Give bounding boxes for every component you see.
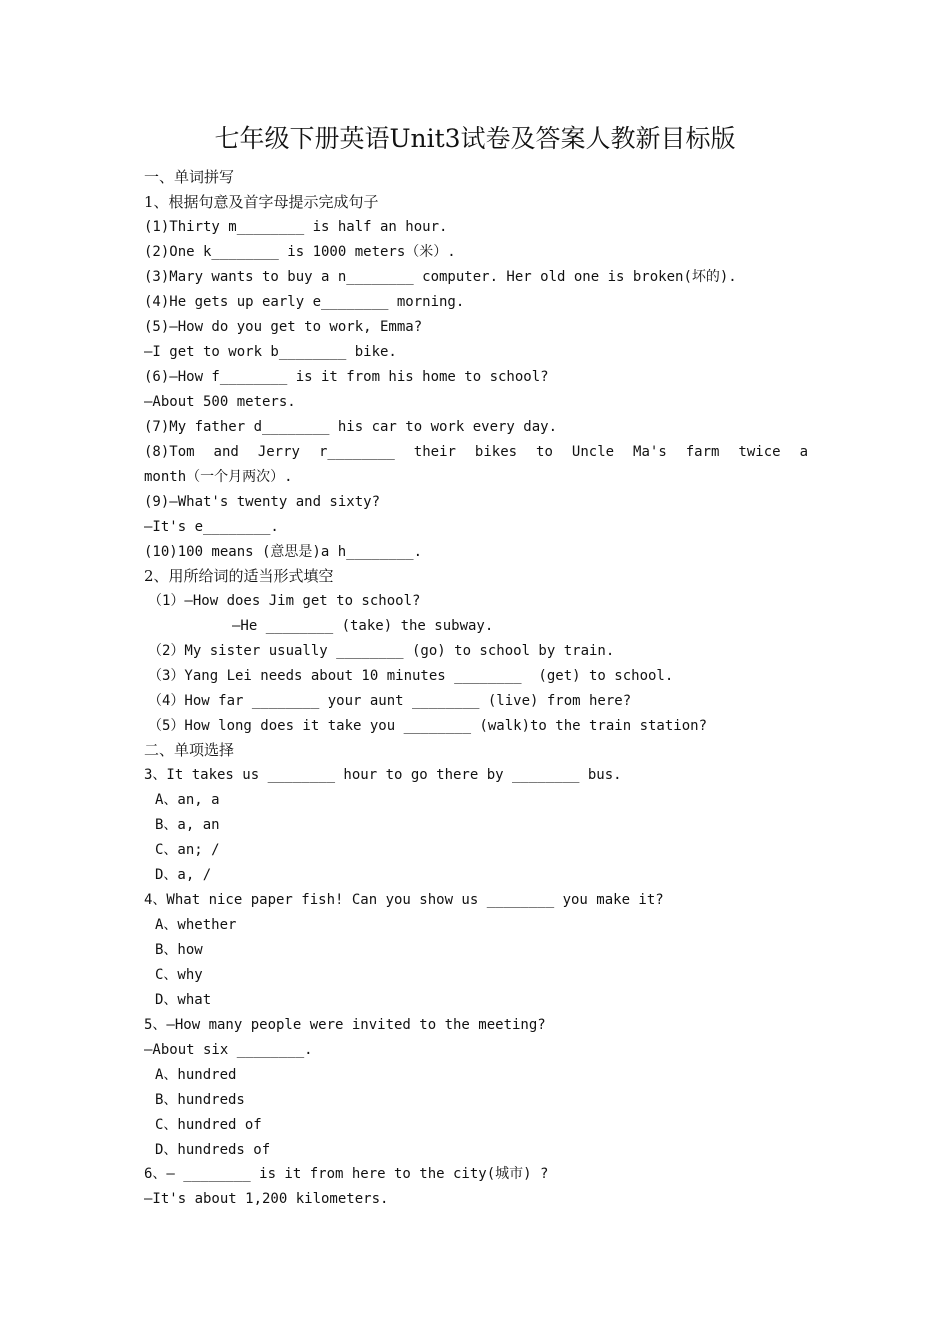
q3-option-c: C、an; / [155, 842, 220, 858]
q5-option-c: C、hundred of [155, 1117, 262, 1133]
section-heading-word-spelling: 一、单词拼写 [144, 168, 235, 186]
q4-option-c: C、why [155, 967, 203, 983]
q3-option-b: B、a, an [155, 817, 220, 833]
q2-item-3: （3）Yang Lei needs about 10 minutes ________ (get) to school. [148, 668, 674, 684]
q1-item-8-continued: month（一个月两次）. [144, 469, 293, 485]
q4-option-a: A、whether [155, 917, 237, 933]
question-6-stem: 6、— ________ is it from here to the city(城市) ? [144, 1166, 549, 1182]
q1-item-4: (4)He gets up early e________ morning. [144, 294, 465, 310]
question-5-stem: 5、—How many people were invited to the meeting? [144, 1017, 546, 1033]
question-4-stem: 4、What nice paper fish! Can you show us ________ you make it? [144, 892, 664, 908]
q5-option-d: D、hundreds of [155, 1142, 271, 1158]
q1-item-7: (7)My father d________ his car to work every day. [144, 419, 558, 435]
question-6-stem-answer: —It's about 1,200 kilometers. [144, 1191, 389, 1207]
question-3-stem: 3、It takes us ________ hour to go there by ________ bus. [144, 767, 622, 783]
q1-item-5-answer: —I get to work b________ bike. [144, 344, 397, 360]
q1-item-1: (1)Thirty m________ is half an hour. [144, 219, 448, 235]
q2-item-4: （4）How far ________ your aunt ________ (live) from here? [148, 693, 632, 709]
q3-option-a: A、an, a [155, 792, 220, 808]
q2-item-1-answer: —He ________ (take) the subway. [232, 618, 494, 634]
q1-item-9-question: (9)—What's twenty and sixty? [144, 494, 381, 510]
q5-option-a: A、hundred [155, 1067, 237, 1083]
q1-item-10: (10)100 means (意思是)a h________. [144, 544, 423, 560]
q1-item-9-answer: —It's e________. [144, 519, 279, 535]
q2-item-5: （5）How long does it take you ________ (walk)to the train station? [148, 718, 708, 734]
question-2-heading: 2、用所给词的适当形式填空 [144, 567, 334, 585]
q1-item-8: (8)Tom and Jerry r________ their bikes to Uncle Ma's farm twice a [144, 444, 808, 460]
q1-item-6-answer: —About 500 meters. [144, 394, 296, 410]
section-heading-multiple-choice: 二、单项选择 [144, 741, 235, 759]
q4-option-d: D、what [155, 992, 212, 1008]
q1-item-5-question: (5)—How do you get to work, Emma? [144, 319, 423, 335]
q5-option-b: B、hundreds [155, 1092, 245, 1108]
question-1-heading: 1、根据句意及首字母提示完成句子 [144, 193, 379, 211]
question-5-stem-answer: —About six ________. [144, 1042, 313, 1058]
q1-item-3: (3)Mary wants to buy a n________ computer. Her old one is broken(坏的). [144, 269, 737, 285]
q1-item-2: (2)One k________ is 1000 meters（米）. [144, 244, 456, 260]
q2-item-2: （2）My sister usually ________ (go) to school by train. [148, 643, 615, 659]
q1-item-6-question: (6)—How f________ is it from his home to school? [144, 369, 549, 385]
q4-option-b: B、how [155, 942, 203, 958]
page-title: 七年级下册英语Unit3试卷及答案人教新目标版 [214, 124, 736, 153]
q3-option-d: D、a, / [155, 867, 212, 883]
q2-item-1: （1）—How does Jim get to school? [148, 593, 421, 609]
